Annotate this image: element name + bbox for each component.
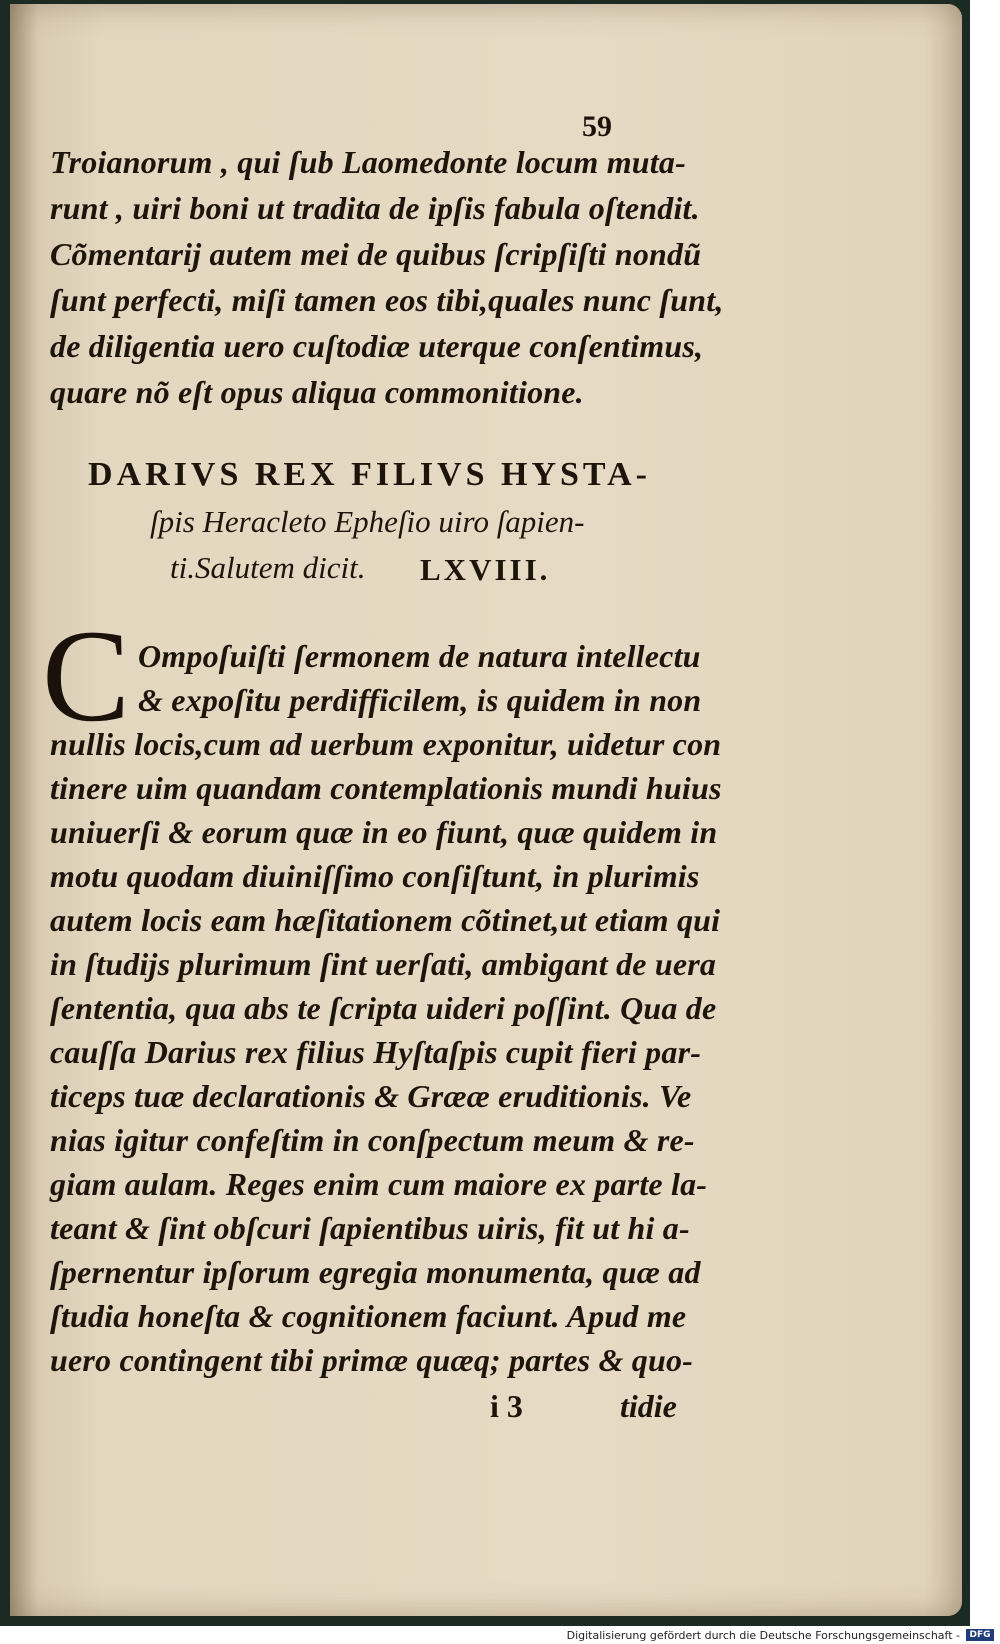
body-line-12: nias igitur confeſtim in conſpectum meum & re-	[50, 1122, 695, 1158]
body-line-7: autem locis eam hæſitationem cõtinet,ut etiam qui	[50, 902, 721, 938]
letter-number: LXVIII.	[420, 552, 551, 587]
book-page	[10, 4, 962, 1616]
top-line-1: Troianorum , qui ſub Laomedonte locum muta-	[50, 144, 686, 180]
body-line-17: uero contingent tibi primæ quæq; partes & quo-	[50, 1342, 694, 1378]
body-line-5: uniuerſi & eorum quæ in eo fiunt, quæ quidem in	[50, 814, 718, 850]
folio-number: 59	[582, 110, 612, 143]
top-line-3: Cõmentarij autem mei de quibus ſcripſiſti nondũ	[50, 236, 702, 272]
digitization-credit: Digitalisierung gefördert durch die Deutsche Forschungsgemeinschaft -	[566, 1629, 960, 1642]
body-line-10: cauſſa Darius rex filius Hyſtaſpis cupit fieri par-	[50, 1034, 702, 1070]
body-line-3: nullis locis,cum ad uerbum exponitur, uidetur con	[50, 726, 722, 762]
top-line-4: ſunt perfecti, miſi tamen eos tibi,quales nunc ſunt,	[50, 282, 724, 318]
body-line-16: ſtudia honeſta & cognitionem faciunt. Apud me	[50, 1298, 687, 1334]
body-line-15: ſpernentur ipſorum egregia monumenta, quæ ad	[50, 1254, 701, 1290]
body-line-9: ſententia, qua abs te ſcripta uideri poſſint. Qua de	[50, 990, 717, 1026]
body-line-8: in ſtudijs plurimum ſint uerſati, ambigant de uera	[50, 946, 717, 982]
body-line-11: ticeps tuæ declarationis & Grææ eruditionis. Ve	[50, 1078, 692, 1114]
body-line-13: giam aulam. Reges enim cum maiore ex parte la-	[50, 1166, 708, 1202]
letter-heading-line-3: ti.Salutem dicit.	[170, 550, 366, 585]
catchword: tidie	[620, 1388, 677, 1424]
body-line-6: motu quodam diuiniſſimo conſiſtunt, in plurimis	[50, 858, 700, 894]
body-line-4: tinere uim quandam contemplationis mundi huius	[50, 770, 722, 806]
dfg-logo: DFG	[966, 1629, 994, 1641]
letter-heading-line-2: ſpis Heracleto Epheſio uiro ſapien-	[150, 504, 585, 539]
top-line-2: runt , uiri boni ut tradita de ipſis fabula oſtendit.	[50, 190, 700, 226]
body-line-2: & expoſitu perdifficilem, is quidem in non	[138, 682, 702, 718]
letter-heading-line-1: DARIVS REX FILIVS HYSTA-	[88, 456, 651, 493]
body-line-14: teant & ſint obſcuri ſapientibus uiris, fit ut hi a-	[50, 1210, 690, 1246]
top-line-6: quare nõ eſt opus aliqua commonitione.	[50, 374, 584, 410]
drop-cap: C	[42, 602, 131, 749]
body-line-1: Ompoſuiſti ſermonem de natura intellectu	[138, 638, 701, 674]
top-line-5: de diligentia uero cuſtodiæ uterque conſentimus,	[50, 328, 704, 364]
signature-mark: i 3	[490, 1388, 523, 1424]
